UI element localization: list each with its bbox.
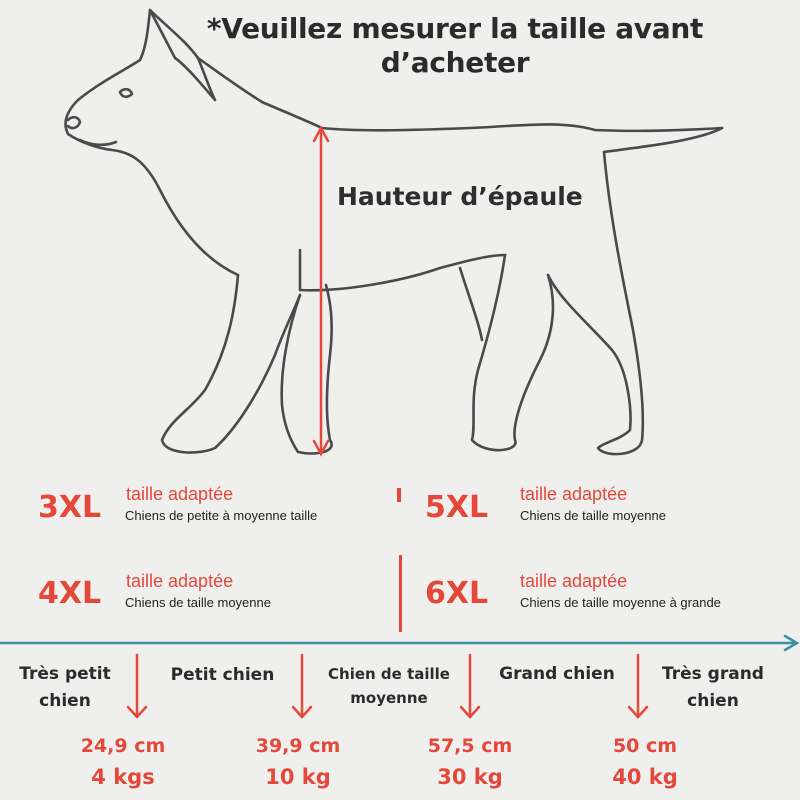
height-very-small: 24,9 cm: [80, 735, 166, 757]
weight-small: 10 kg: [265, 765, 331, 789]
title-line-1: *Veuillez mesurer la taille avant: [206, 12, 704, 45]
size-label: taille adaptée: [520, 484, 628, 504]
category-very-large-dog: [648, 661, 778, 715]
size-label: taille adaptée: [126, 571, 234, 591]
shoulder-height-label: Hauteur d’épaule: [337, 182, 583, 211]
size-description: Chiens de taille moyenne: [125, 595, 271, 610]
category-large-dog: [487, 661, 627, 688]
weight-very-small: 4 kgs: [91, 765, 155, 789]
separator-bottom: [399, 555, 402, 632]
size-description: Chiens de taille moyenne: [520, 508, 666, 523]
title-line-2: d’acheter: [380, 46, 530, 79]
size-code: 5XL: [425, 490, 489, 525]
category-medium-dog: [318, 662, 460, 710]
page-title: [190, 12, 720, 80]
category-line: Grand chien: [499, 664, 615, 684]
height-large: 50 cm: [612, 735, 678, 757]
size-label: taille adaptée: [126, 484, 234, 504]
category-line: Petit chien: [170, 665, 275, 685]
category-line: Très grand: [662, 664, 764, 684]
height-medium: 57,5 cm: [427, 735, 513, 757]
size-description: Chiens de petite à moyenne taille: [125, 508, 318, 523]
category-very-small-dog: [5, 661, 125, 715]
category-line: Très petit: [19, 664, 111, 684]
size-code: 3XL: [38, 490, 102, 525]
category-line: Chien de taille: [328, 665, 450, 683]
weight-large: 40 kg: [612, 765, 678, 789]
size-description: Chiens de taille moyenne à grande: [520, 595, 721, 610]
separator-top: [397, 488, 401, 502]
scale-arrow-4: [629, 655, 647, 717]
category-small-dog: [155, 662, 290, 689]
category-line: chien: [39, 691, 91, 711]
category-line: moyenne: [350, 689, 428, 707]
scale-arrow-1: [128, 655, 146, 717]
size-code: 6XL: [425, 576, 489, 611]
size-code: 4XL: [38, 576, 102, 611]
height-small: 39,9 cm: [255, 735, 341, 757]
size-label: taille adaptée: [520, 571, 628, 591]
weight-medium: 30 kg: [437, 765, 503, 789]
scale-arrow-3: [461, 655, 479, 717]
category-line: chien: [687, 691, 739, 711]
scale-arrow-2: [293, 655, 311, 717]
